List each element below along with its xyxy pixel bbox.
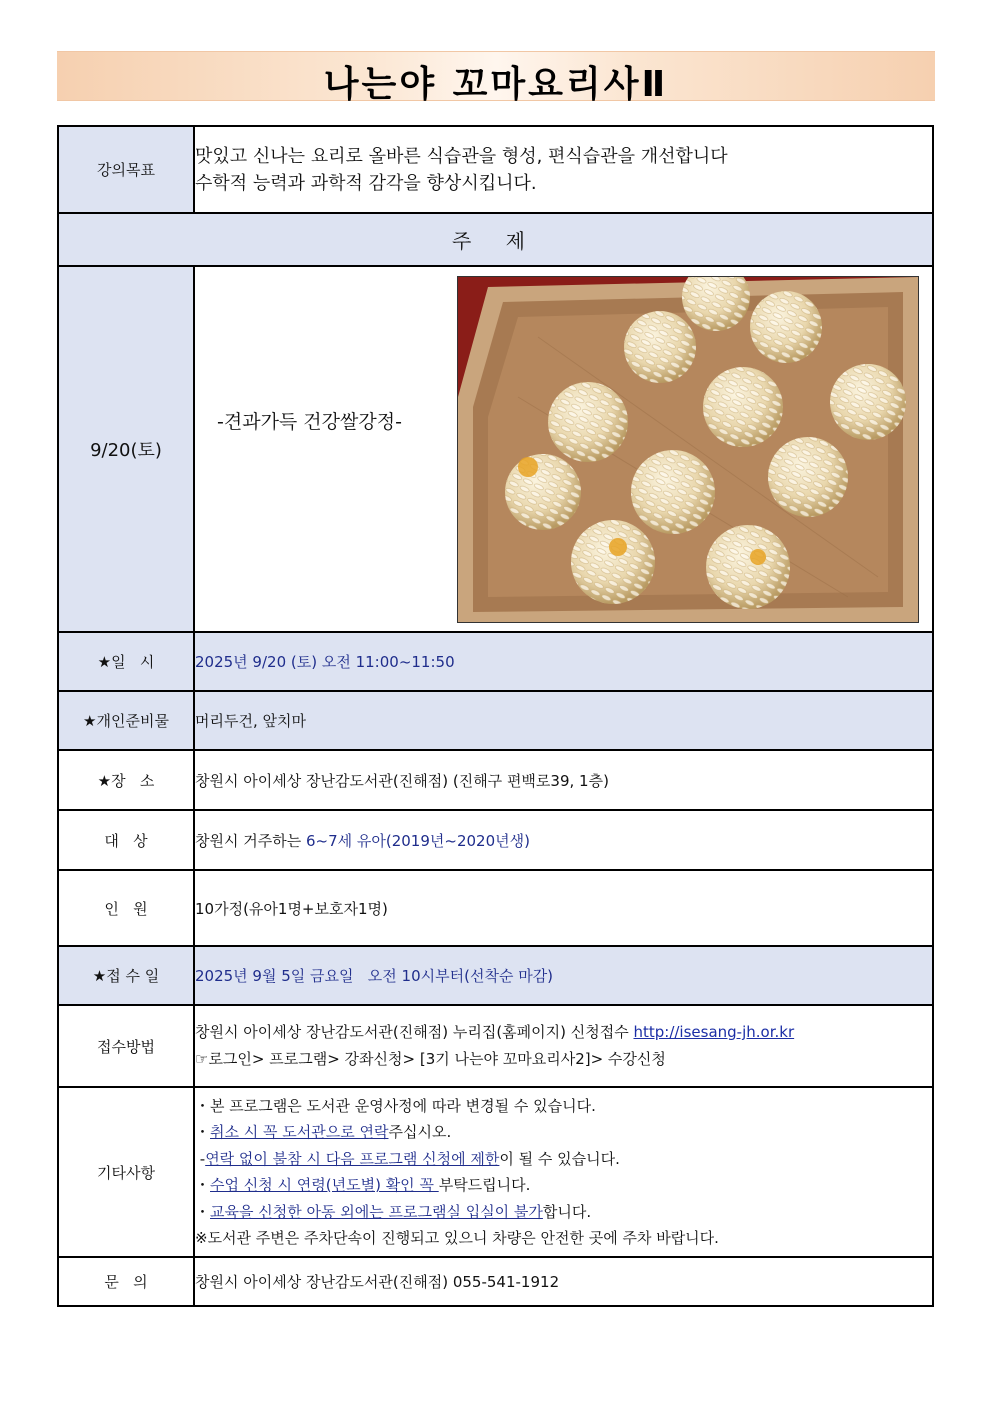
topic-date: 9/20(토) (58, 266, 194, 632)
misc-line-2: ・취소 시 꼭 도서관으로 연락주십시오. (195, 1123, 452, 1141)
menu-name: -견과가득 건강쌀강정- (217, 411, 402, 433)
target-value (194, 810, 933, 870)
goal-line-2: 수학적 능력과 과학적 감각을 향상시킵니다. (195, 172, 537, 194)
place-value: 창원시 아이세상 장난감도서관(진해점) (진해구 편백로39, 1층) (194, 750, 933, 810)
prep-label: ★개인준비물 (58, 691, 194, 750)
misc-row (58, 1087, 933, 1257)
misc-line-5: ・교육을 신청한 아동 외에는 프로그램실 입실이 불가합니다. (195, 1202, 592, 1221)
misc-line-6: ※도서관 주변은 주차단속이 진행되고 있으니 차량은 안전한 곳에 주차 바랍니다. (195, 1229, 719, 1247)
headcount-row (58, 870, 933, 946)
prep-row (58, 691, 933, 750)
homepage-link[interactable]: http://isesang-jh.or.kr (633, 1023, 795, 1041)
method-row (58, 1005, 933, 1087)
schedule-row (58, 632, 933, 691)
method-label: 접수방법 (58, 1005, 194, 1087)
rice-puff-balls-photo (457, 276, 919, 623)
misc-line-3: -연락 없이 불참 시 다음 프로그램 신청에 제한이 될 수 있습니다. (195, 1149, 620, 1168)
reception-date-label: ★접 수 일 (58, 946, 194, 1005)
misc-line-4: ・수업 신청 시 연령(년도별) 확인 꼭 부탁드립니다. (195, 1176, 531, 1194)
program-info-table (57, 125, 934, 1307)
target-label: 대 상 (58, 810, 194, 870)
method-line-2: ☞로그인> 프로그램> 강좌신청> [3기 나는야 꼬마요리사2]> 수강신청 (195, 1050, 666, 1068)
misc-line-1: ・본 프로그램은 도서관 운영사정에 따라 변경될 수 있습니다. (195, 1096, 596, 1115)
target-row (58, 810, 933, 870)
place-label: ★장 소 (58, 750, 194, 810)
goal-label: 강의목표 (58, 126, 194, 213)
goal-content (194, 126, 933, 213)
misc-content (194, 1087, 933, 1257)
page-title: 나는야 꼬마요리사Ⅱ (323, 64, 669, 105)
schedule-value: 2025년 9/20 (토) 오전 11:00~11:50 (194, 632, 933, 691)
place-row (58, 750, 933, 810)
headcount-value: 10가정(유아1명+보호자1명) (194, 870, 933, 946)
topic-row (58, 266, 933, 632)
headcount-label: 인 원 (58, 870, 194, 946)
method-line-1 (195, 1019, 932, 1046)
target-prefix: 창원시 거주하는 (195, 831, 306, 850)
method-value (194, 1005, 933, 1087)
goal-row (58, 126, 933, 213)
topic-header-row (58, 213, 933, 266)
misc-label: 기타사항 (58, 1087, 194, 1257)
prep-value: 머리두건, 앞치마 (194, 691, 933, 750)
topic-header: 주 제 (58, 213, 933, 266)
reception-date-row (58, 946, 933, 1005)
reception-date-value: 2025년 9월 5일 금요일 오전 10시부터(선착순 마감) (194, 946, 933, 1005)
contact-value: 창원시 아이세상 장난감도서관(진해점) 055-541-1912 (194, 1257, 933, 1306)
target-age: 6~7세 유아(2019년~2020년생) (305, 831, 530, 850)
contact-label: 문 의 (58, 1257, 194, 1306)
goal-line-1: 맛있고 신나는 요리로 올바른 식습관을 형성, 편식습관을 개선합니다 (195, 145, 728, 167)
contact-row (58, 1257, 933, 1306)
method-text: 창원시 아이세상 장난감도서관(진해점) 누리집(홈페이지) 신청접수 (195, 1023, 634, 1041)
title-banner (57, 51, 935, 105)
topic-content (194, 266, 933, 632)
schedule-label: ★일 시 (58, 632, 194, 691)
